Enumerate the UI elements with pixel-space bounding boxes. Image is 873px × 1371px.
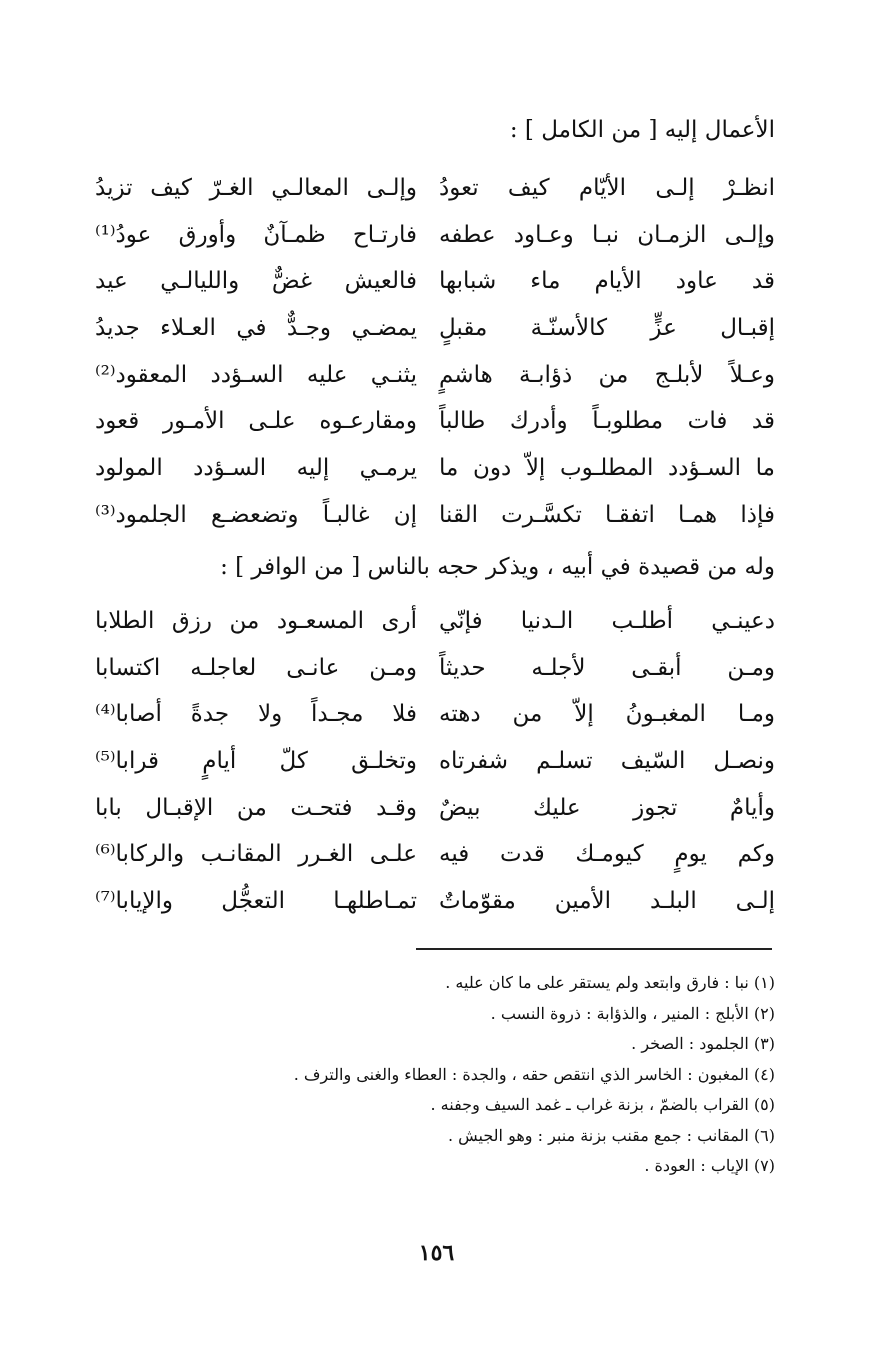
verse-row [95,694,775,741]
verse-row [95,355,775,402]
second-hemistich: وقـد فتحـت من الإقبـال بابا [95,794,417,821]
second-hemistich: فلا مجـداً ولا جدةً أصابا⁽⁴⁾ [95,701,417,728]
footnote: (٥) القراب بالضمّ ، بزنة غراب ـ غمد السيف وجفنه . [430,1095,775,1114]
verse-row [95,788,775,835]
first-hemistich: انظـرْ إلـى الأيّام كيف تعودُ [439,175,775,201]
verse-row [95,215,775,262]
verse-row [95,495,775,542]
intro-line-1: الأعمال إليه [ من الكامل ] : [509,117,775,143]
footnote: (٧) الإياب : العودة . [644,1156,775,1175]
second-hemistich: إن غالبـاً وتضعضـع الجلمود⁽³⁾ [95,501,417,528]
first-hemistich: فإذا همـا اتفقـا تكسَّـرت القنا [439,501,775,528]
footnote: (٣) الجلمود : الصخر . [631,1034,775,1053]
second-hemistich: يمضـي وجـدٌّ في العـلاء جديدُ [95,315,417,342]
first-hemistich: ومـا المغبـونُ إلاّ من دهته [439,701,775,728]
footnote-separator [416,948,772,950]
first-hemistich: دعينـي أطلـب الـدنيا فإنّي [439,608,775,634]
footnote: (٢) الأبلج : المنير ، والذؤابة : ذروة النسب . [490,1003,775,1023]
first-hemistich: قد عاود الأيام ماء شبابها [439,268,775,295]
first-hemistich: إقبـال عزٍّ كالأسنّـة مقبلٍ [439,315,775,342]
page-number: ١٥٦ [418,1240,455,1266]
first-hemistich: قد فات مطلوبـاً وأدرك طالباً [439,408,775,435]
verse-row [95,601,775,648]
verse-row [95,168,775,215]
second-hemistich: أرى المسعـود من رزق الطلابا [95,608,417,634]
footnote: (١) نبا : فارق وابتعد ولم يستقر على ما كان عليه . [445,973,775,992]
verse-row [95,834,775,881]
first-hemistich: وكم يومٍ كيومـك قدت فيه [439,841,775,868]
footnotes [115,968,775,1182]
first-hemistich: ومـن أبقـى لأجلـه حديثاً [439,654,775,681]
first-hemistich: ونصـل السّيف تسلـم شفرتاه [439,748,775,775]
second-hemistich: وتخلـق كلّ أيامٍ قرابا⁽⁵⁾ [95,748,417,775]
second-hemistich: فارتـاح ظمـآنٌ وأورق عودُ⁽¹⁾ [95,221,417,248]
second-hemistich: ومقارعـوه علـى الأمـور قعود [95,408,417,435]
poem-kamil [95,168,775,542]
verse-row [95,648,775,695]
second-hemistich: فالعيش غضٌّ والليالـي عيد [95,268,417,295]
second-hemistich: يثنـي عليه السـؤدد المعقود⁽²⁾ [95,361,417,388]
second-hemistich: ومـن عانـى لعاجلـه اكتسابا [95,654,417,681]
second-hemistich: تمـاطلهـا التعجُّل والإيابا⁽⁷⁾ [95,888,417,915]
first-hemistich: وإلـى الزمـان نبـا وعـاود عطفه [439,221,775,248]
verse-row [95,401,775,448]
verse-row [95,261,775,308]
verse-row [95,881,775,928]
second-hemistich: وإلـى المعالـي الغـرّ كيف تزيدُ [95,175,417,201]
first-hemistich: وعـلاً لأبلـج من ذؤابـة هاشمٍ [439,361,775,388]
second-hemistich: يرمـي إليه السـؤدد المولود [95,455,417,482]
verse-row [95,741,775,788]
intro-line-2: وله من قصيدة في أبيه ، ويذكر حجه بالناس [ من الوافر ] : [220,554,775,580]
footnote: (٦) المقانب : جمع مقنب بزنة منبر : وهو الجيش . [447,1125,775,1145]
first-hemistich: ما السـؤدد المطلـوب إلاّ دون ما [439,455,775,482]
poem-wafir [95,601,775,928]
second-hemistich: علـى الغـرر المقانـب والركابا⁽⁶⁾ [95,841,417,868]
verse-row [95,308,775,355]
footnote: (٤) المغبون : الخاسر الذي انتقص حقه ، والجدة : العطاء والغنى والترف . [293,1064,775,1084]
first-hemistich: وأيامٌ تجوز عليك بيضٌ [439,794,775,821]
verse-row [95,448,775,495]
first-hemistich: إلـى البلـد الأمين مقوّماتٌ [439,888,775,915]
